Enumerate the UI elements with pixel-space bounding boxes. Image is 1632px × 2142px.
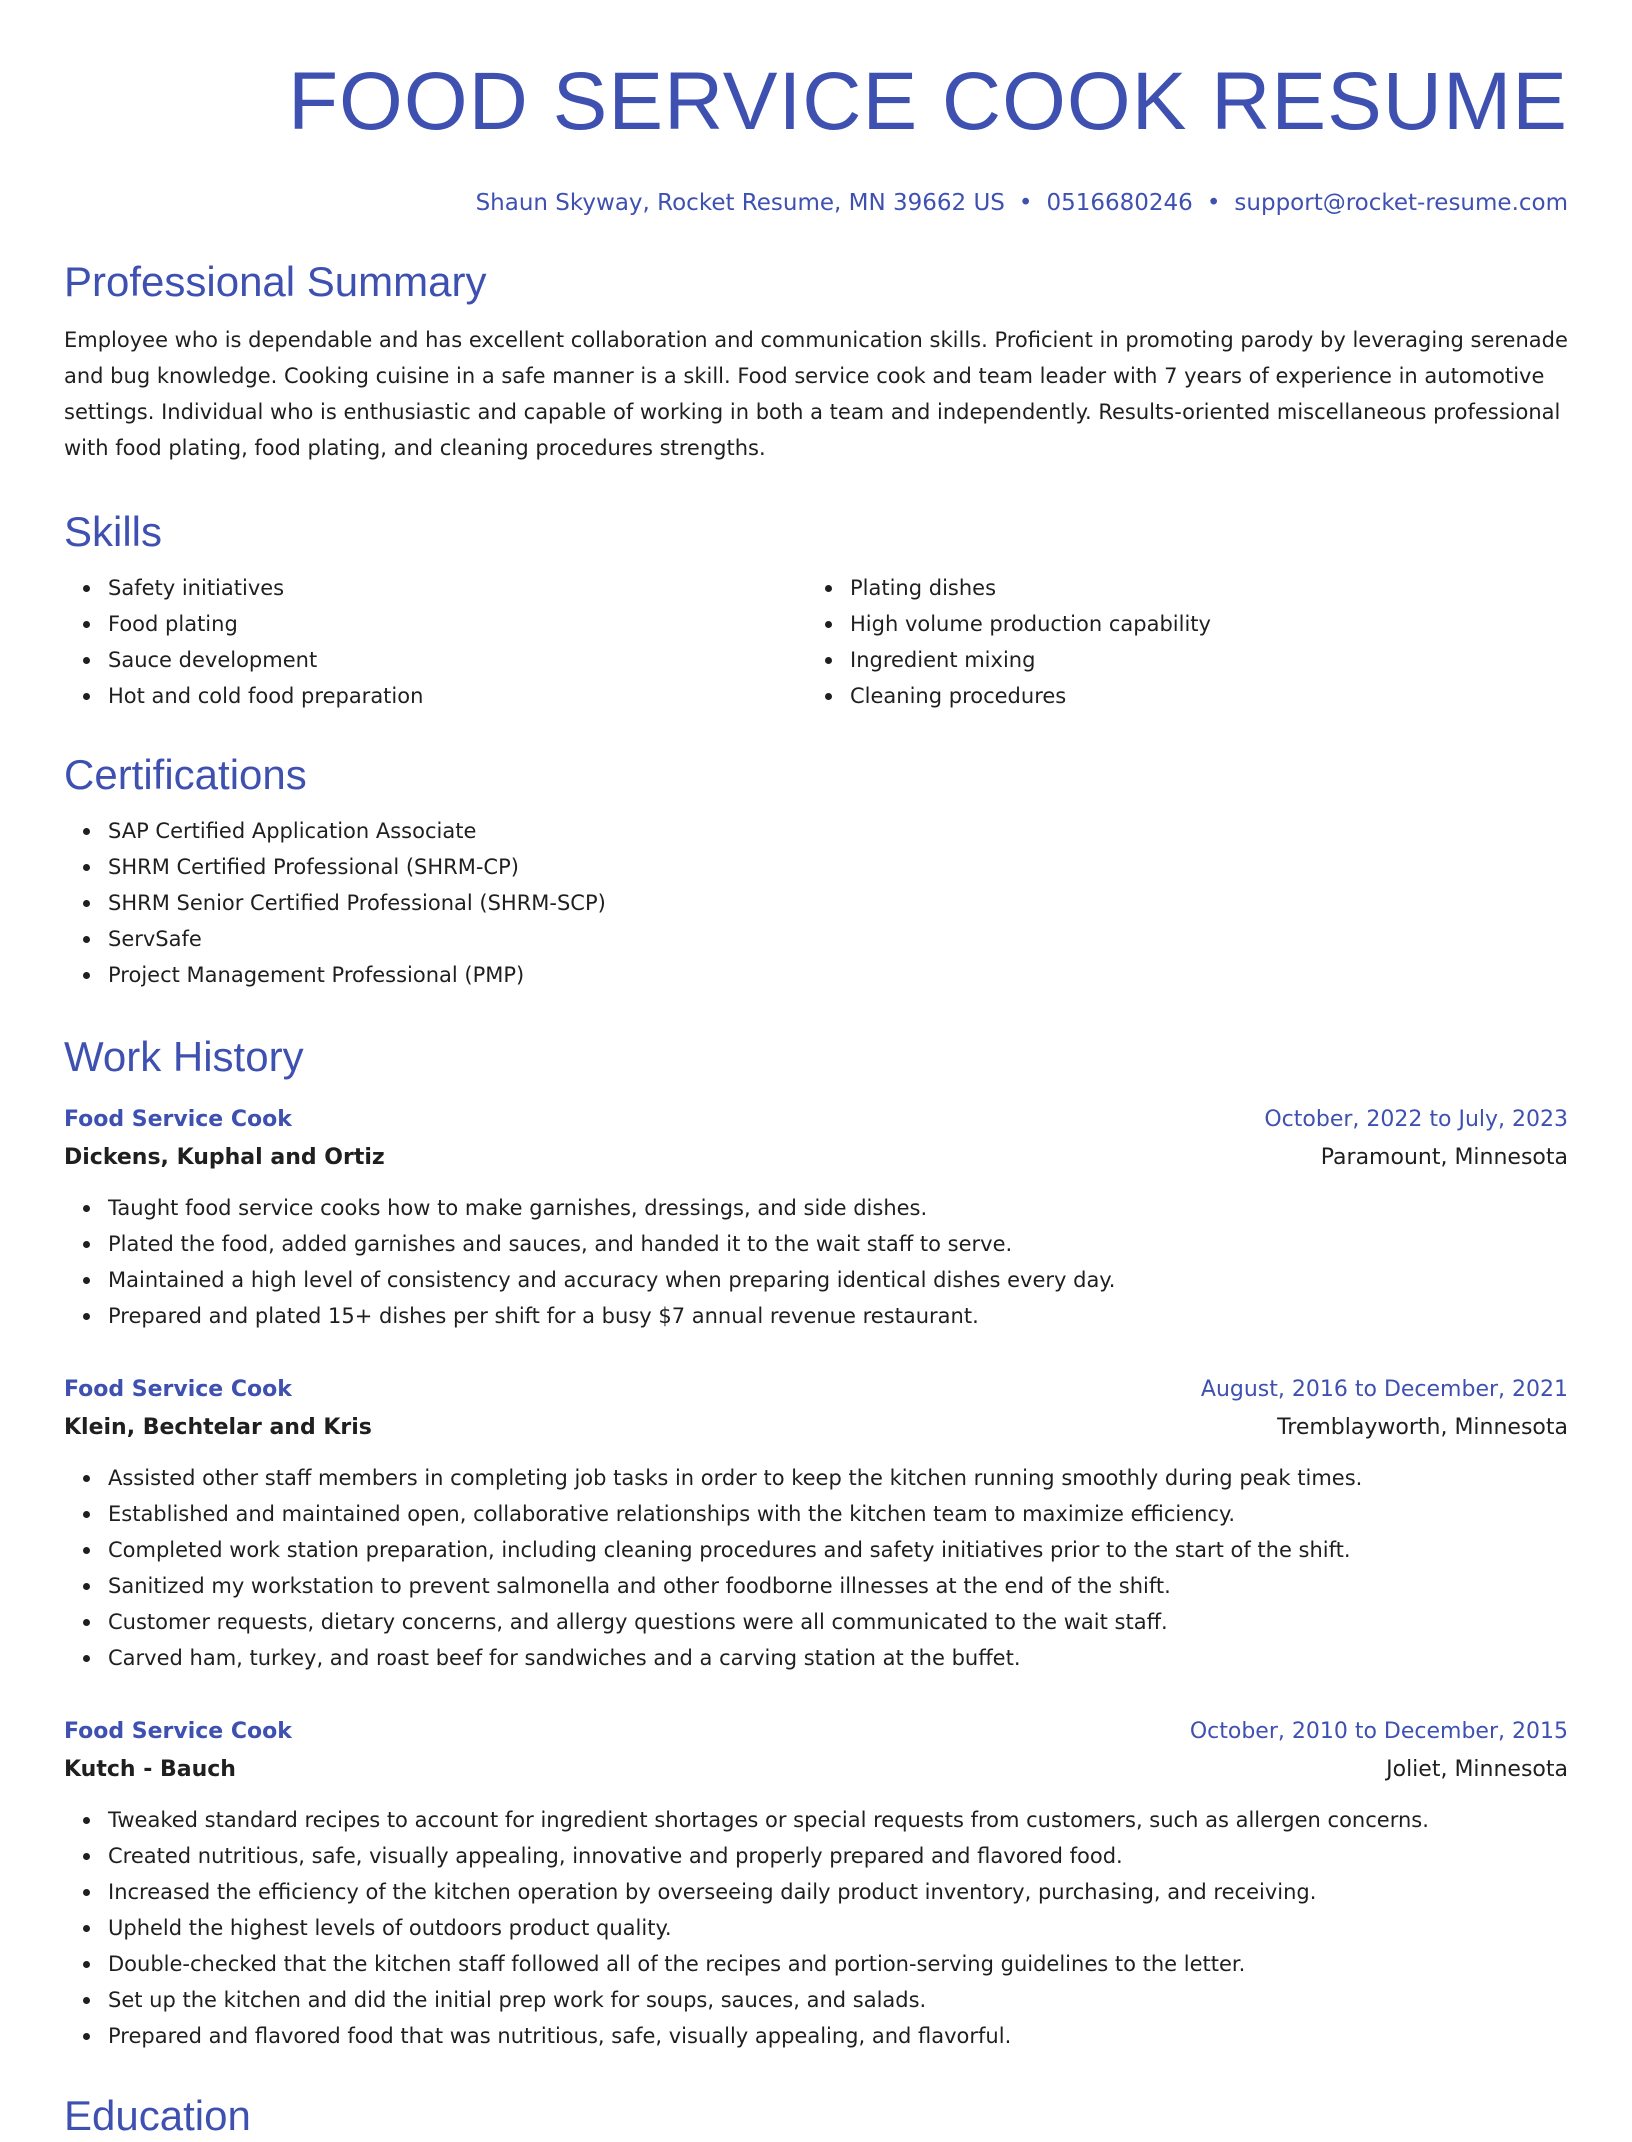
- resume-page: [64, 0, 1568, 2139]
- list-item: Safety initiatives: [108, 570, 806, 606]
- job-location: Paramount, Minnesota: [1320, 1145, 1568, 1170]
- job-entry: [64, 1372, 1568, 1676]
- job-company: Kutch - Bauch: [64, 1757, 236, 1782]
- work-history-section: [64, 1031, 1568, 1083]
- list-item: Ingredient mixing: [850, 642, 1548, 678]
- job-header-row: [64, 1372, 1568, 1408]
- list-item: Increased the efficiency of the kitchen operation by overseeing daily product inventory, purchasing, and receiving.: [108, 1874, 1568, 1910]
- list-item: Sauce development: [108, 642, 806, 678]
- skills-right-list: [806, 570, 1548, 714]
- contact-address: Shaun Skyway, Rocket Resume, MN 39662 US: [475, 190, 1005, 216]
- summary-text: Employee who is dependable and has excellent collaboration and communication skills. Proficient in promoting parody by leveraging serenade and bug knowledge. Cooking cuisine in a safe manner is a skill. Food service cook and team leader with 7 years of experience in automotive settings. Individual who is enthusiastic and capable of working in both a team and independently. Results-oriented miscellaneous professional with food plating, food plating, and cleaning procedures strengths.: [64, 328, 1568, 460]
- job-company-row: [64, 1750, 1568, 1790]
- work-history-heading: Work History: [64, 1033, 304, 1080]
- job-header-row: [64, 1102, 1568, 1138]
- education-section: [64, 2090, 1568, 2142]
- list-item: Tweaked standard recipes to account for ingredient shortages or special requests from customers, such as allergen concerns.: [108, 1802, 1568, 1838]
- list-item: Plating dishes: [850, 570, 1548, 606]
- job-company-row: [64, 1138, 1568, 1178]
- list-item: Plated the food, added garnishes and sauces, and handed it to the wait staff to serve.: [108, 1226, 1568, 1262]
- skills-right-column: [806, 570, 1548, 714]
- skills-heading: Skills: [64, 508, 163, 555]
- summary-section: [64, 256, 1568, 466]
- job-bullets: [64, 1802, 1568, 2054]
- list-item: SHRM Senior Certified Professional (SHRM-SCP): [108, 885, 1568, 921]
- job-company: Dickens, Kuphal and Ortiz: [64, 1145, 385, 1170]
- job-company: Klein, Bechtelar and Kris: [64, 1415, 372, 1440]
- list-item: Sanitized my workstation to prevent salmonella and other foodborne illnesses at the end of the shift.: [108, 1568, 1568, 1604]
- job-company-row: [64, 1408, 1568, 1448]
- list-item: Cleaning procedures: [850, 678, 1548, 714]
- contact-line: [64, 188, 1568, 218]
- list-item: Created nutritious, safe, visually appealing, innovative and properly prepared and flavored food.: [108, 1838, 1568, 1874]
- job-entry: [64, 1714, 1568, 2054]
- list-item: Prepared and flavored food that was nutritious, safe, visually appealing, and flavorful.: [108, 2018, 1568, 2054]
- job-dates: October, 2010 to December, 2015: [1189, 1719, 1568, 1744]
- list-item: Hot and cold food preparation: [108, 678, 806, 714]
- list-item: Customer requests, dietary concerns, and allergy questions were all communicated to the wait staff.: [108, 1604, 1568, 1640]
- contact-separator: •: [1206, 190, 1221, 216]
- list-item: ServSafe: [108, 921, 1568, 957]
- contact-phone[interactable]: 0516680246: [1046, 190, 1193, 216]
- job-header-row: [64, 1714, 1568, 1750]
- skills-left-list: [64, 570, 806, 714]
- list-item: SAP Certified Application Associate: [108, 813, 1568, 849]
- contact-email[interactable]: support@rocket-resume.com: [1234, 190, 1568, 216]
- job-location: Tremblayworth, Minnesota: [1277, 1415, 1568, 1440]
- list-item: Project Management Professional (PMP): [108, 957, 1568, 993]
- list-item: Completed work station preparation, including cleaning procedures and safety initiatives prior to the start of the shift.: [108, 1532, 1568, 1568]
- job-bullets: [64, 1190, 1568, 1334]
- summary-heading: Professional Summary: [64, 258, 487, 305]
- list-item: Established and maintained open, collaborative relationships with the kitchen team to maximize efficiency.: [108, 1496, 1568, 1532]
- list-item: Assisted other staff members in completing job tasks in order to keep the kitchen running smoothly during peak times.: [108, 1460, 1568, 1496]
- job-title: Food Service Cook: [64, 1719, 292, 1744]
- education-heading: Education: [64, 2092, 251, 2139]
- list-item: Maintained a high level of consistency and accuracy when preparing identical dishes every day.: [108, 1262, 1568, 1298]
- list-item: Taught food service cooks how to make garnishes, dressings, and side dishes.: [108, 1190, 1568, 1226]
- skills-columns: [64, 570, 1568, 714]
- job-location: Joliet, Minnesota: [1386, 1757, 1568, 1782]
- certifications-list: [64, 813, 1568, 993]
- list-item: Carved ham, turkey, and roast beef for sandwiches and a carving station at the buffet.: [108, 1640, 1568, 1676]
- job-bullets: [64, 1460, 1568, 1676]
- job-dates: August, 2016 to December, 2021: [1200, 1377, 1568, 1402]
- list-item: Food plating: [108, 606, 806, 642]
- job-title: Food Service Cook: [64, 1107, 292, 1132]
- job-entry: [64, 1102, 1568, 1334]
- list-item: Set up the kitchen and did the initial prep work for soups, sauces, and salads.: [108, 1982, 1568, 2018]
- list-item: Upheld the highest levels of outdoors product quality.: [108, 1910, 1568, 1946]
- skills-section: [64, 506, 1568, 714]
- contact-separator: •: [1018, 190, 1033, 216]
- resume-title: FOOD SERVICE COOK RESUME: [287, 56, 1568, 147]
- list-item: Prepared and plated 15+ dishes per shift for a busy $7 annual revenue restaurant.: [108, 1298, 1568, 1334]
- certifications-section: [64, 749, 1568, 993]
- skills-left-column: [64, 570, 806, 714]
- certifications-heading: Certifications: [64, 751, 307, 798]
- list-item: Double-checked that the kitchen staff followed all of the recipes and portion-serving guidelines to the letter.: [108, 1946, 1568, 1982]
- job-title: Food Service Cook: [64, 1377, 292, 1402]
- list-item: SHRM Certified Professional (SHRM-CP): [108, 849, 1568, 885]
- job-dates: October, 2022 to July, 2023: [1264, 1107, 1568, 1132]
- list-item: High volume production capability: [850, 606, 1548, 642]
